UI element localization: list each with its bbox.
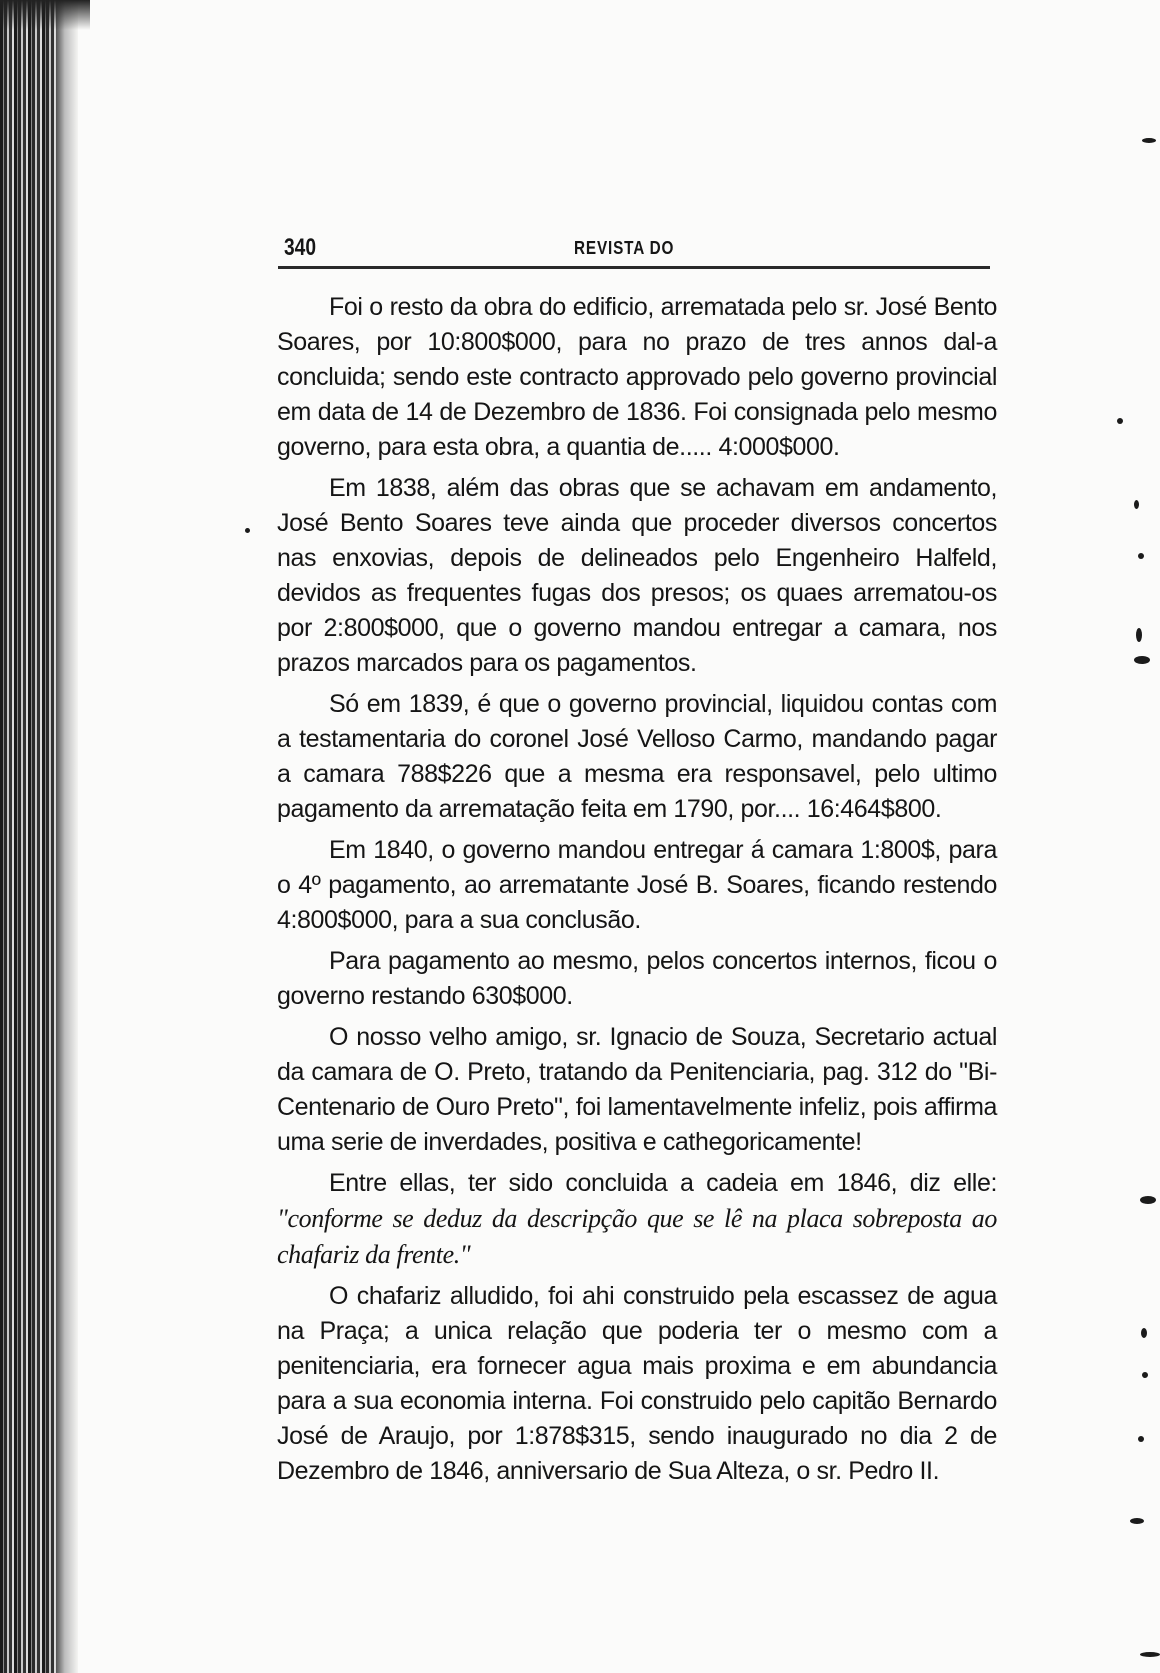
scan-speck [1138, 553, 1144, 559]
journal-title: REVISTA DO [574, 238, 675, 258]
body-text [277, 290, 997, 1495]
scan-speck [245, 528, 250, 533]
scan-speck [1130, 1518, 1144, 1524]
quote-lead: Entre ellas, ter sido concluida a cadeia em 1846, diz elle: [329, 1169, 997, 1197]
scan-speck [1140, 1652, 1160, 1657]
scan-speck [1134, 656, 1150, 664]
paragraph-6: O nosso velho amigo, sr. Ignacio de Souza, Secretario actual da camara de O. Preto, tratando da Penitenciaria, pag. 312 do "Bi-Centenario de Ouro Preto", foi lamentavelmente infeliz, pois affirma uma serie de inverdades, positiva e cathegoricamente! [277, 1023, 997, 1156]
page-number: 340 [284, 234, 317, 261]
paragraph-4: Em 1840, o governo mandou entregar á camara 1:800$, para o 4º pagamento, ao arrematante José B. Soares, ficando restendo 4:800$000, para a sua conclusão. [277, 836, 997, 934]
book-binding-edge [0, 0, 56, 1673]
paragraph-8: O chafariz alludido, foi ahi construido pela escassez de agua na Praça; a unica relação que poderia ter o mesmo com a penitenciaria, era fornecer agua mais proxima e em abundancia para a sua economia interna. Foi construido pelo capitão Bernardo José de Araujo, por 1:878$315, sendo inaugurado no dia 2 de Dezembro de 1846, anniversario de Sua Alteza, o sr. Pedro II. [277, 1282, 997, 1485]
scan-speck [1117, 418, 1123, 424]
scan-speck [1140, 1196, 1156, 1204]
binding-shadow [56, 0, 78, 1673]
paragraph-1: Foi o resto da obra do edificio, arrematada pelo sr. José Bento Soares, por 10:800$000, para no prazo de tres annos dal-a concluida; sendo este contracto approvado pelo governo provincial em data de 14 de Dezembro de 1836. Foi consignada pelo mesmo governo, para esta obra, a quantia de..... 4:000$000. [277, 293, 997, 461]
paragraph-7 [277, 1166, 997, 1273]
paragraph-2: Em 1838, além das obras que se achavam em andamento, José Bento Soares teve ainda que proceder diversos concertos nas enxovias, depois de delineados pelo Engenheiro Halfeld, devidos as frequentes fugas dos presos; os quaes arrematou-os por 2:800$000, que o governo mandou entregar a camara, nos prazos marcados para os pagamentos. [277, 474, 997, 677]
scan-speck [1142, 138, 1156, 143]
scan-speck [1134, 500, 1139, 509]
italic-quote: "conforme se deduz da descripção que se lê na placa sobreposta ao chafariz da frente." [277, 1204, 997, 1269]
paragraph-5: Para pagamento ao mesmo, pelos concertos internos, ficou o governo restando 630$000. [277, 947, 997, 1010]
scan-speck [1141, 1328, 1147, 1338]
header-rule [278, 266, 990, 269]
scan-speck [1136, 628, 1142, 642]
scan-speck [1142, 1372, 1148, 1378]
paragraph-3: Só em 1839, é que o governo provincial, liquidou contas com a testamentaria do coronel José Velloso Carmo, mandando pagar a camara 788$226 que a mesma era responsavel, pelo ultimo pagamento da arrematação feita em 1790, por.... 16:464$800. [277, 690, 997, 823]
scan-speck [1138, 1436, 1144, 1442]
corner-shadow [0, 0, 90, 30]
